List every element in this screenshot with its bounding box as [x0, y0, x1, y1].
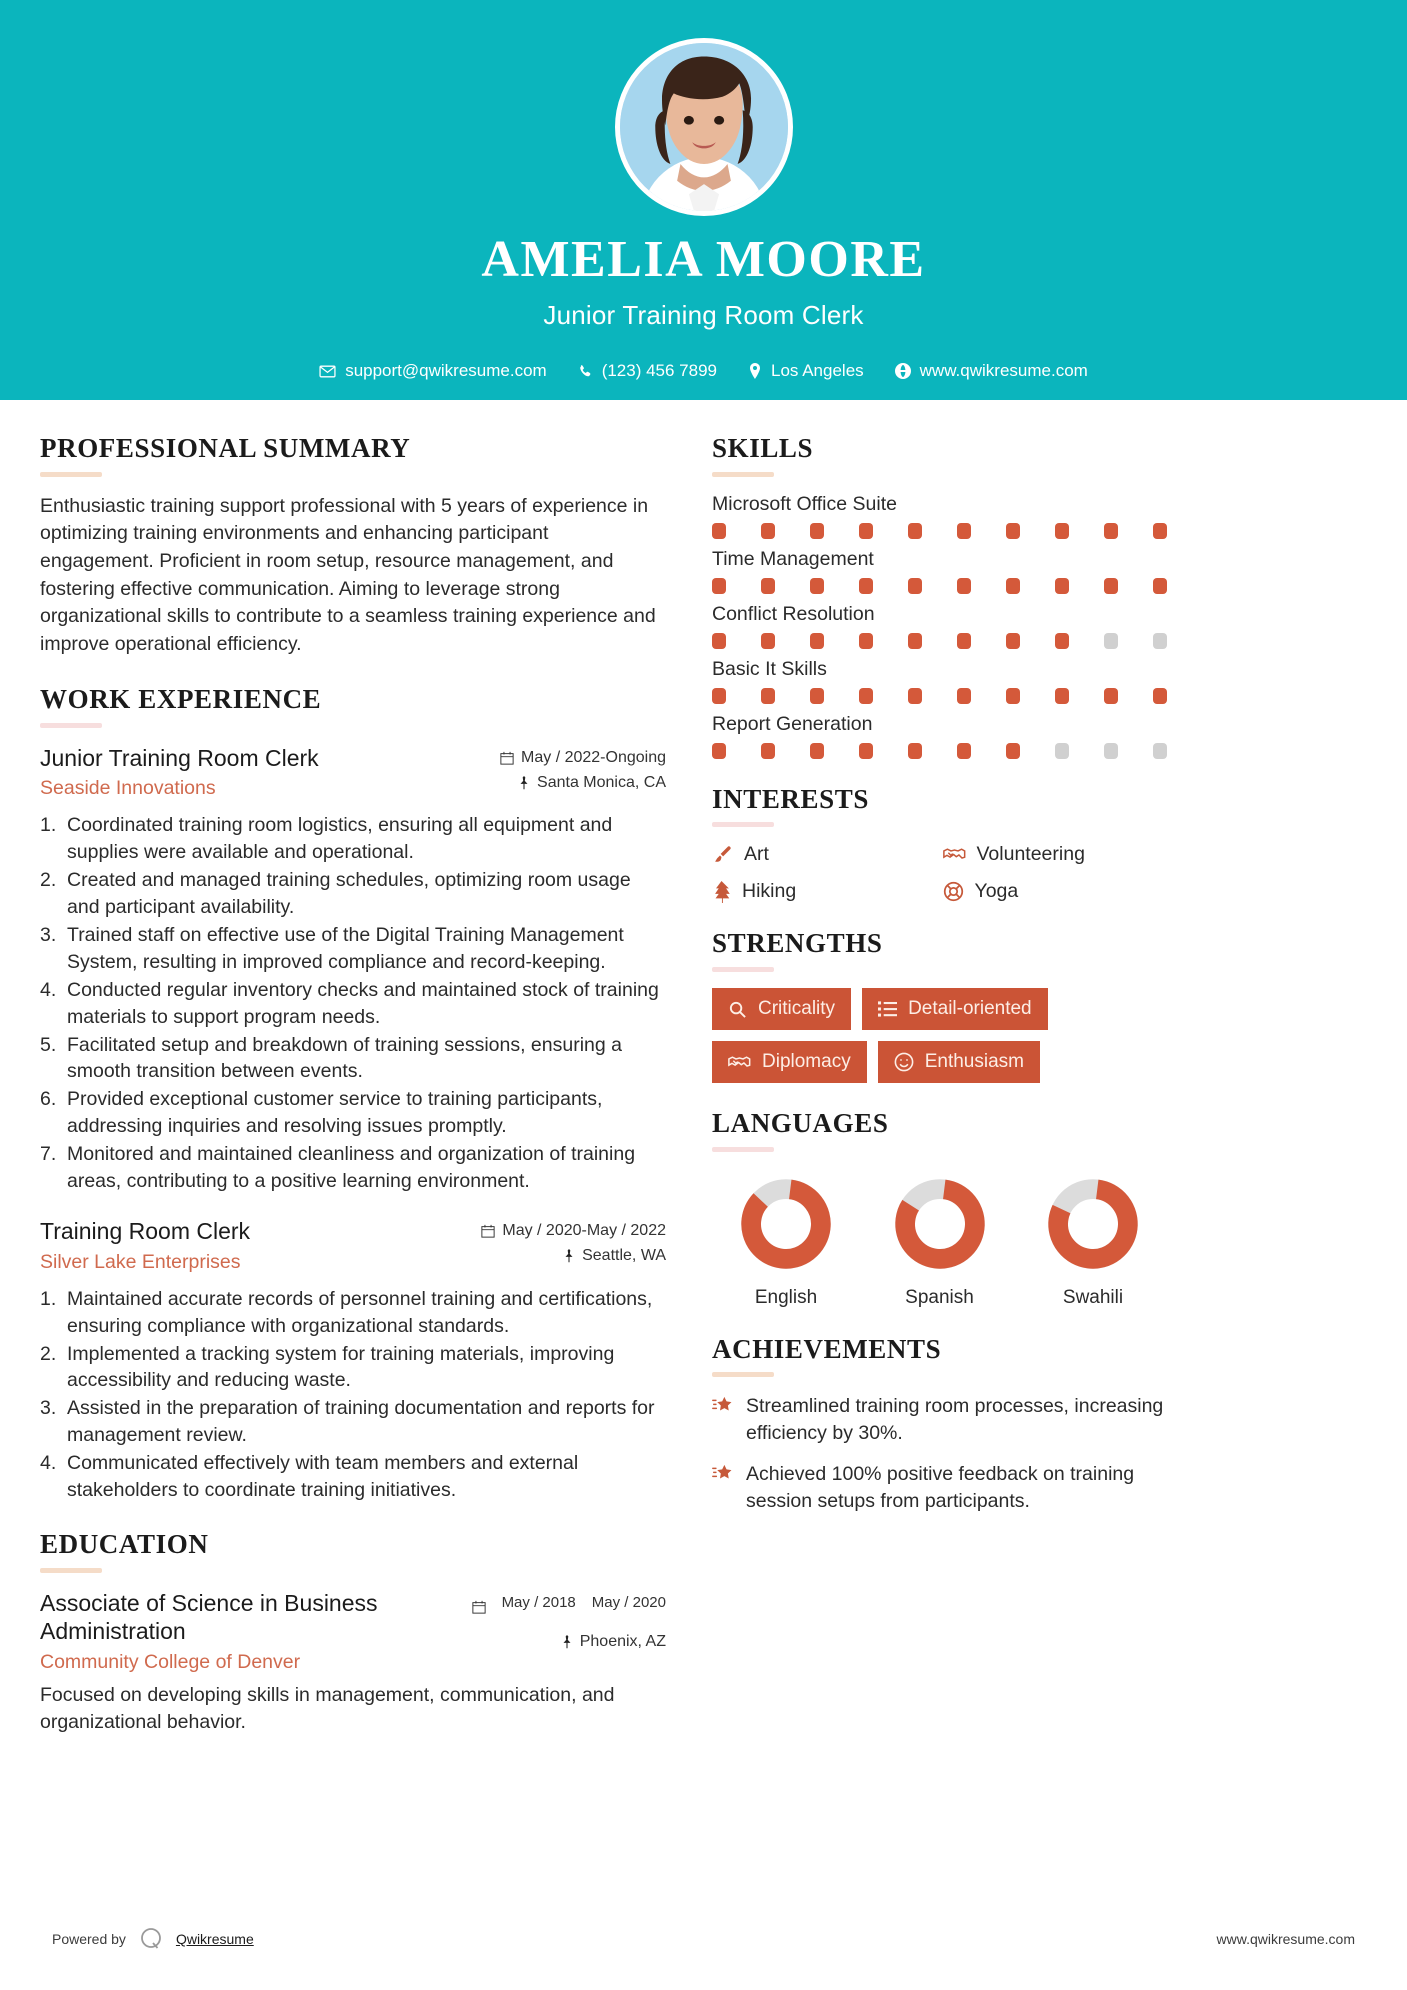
experience-entry — [40, 744, 666, 1195]
star-badge-icon — [712, 1393, 734, 1416]
left-column — [40, 434, 666, 1763]
section-work-experience — [40, 685, 666, 1504]
section-heading-experience: WORK EXPERIENCE — [40, 683, 322, 714]
skill-dot — [1153, 743, 1167, 759]
strength-badge-detail-oriented — [862, 988, 1048, 1030]
skill-dot — [1153, 688, 1167, 704]
right-column — [712, 434, 1167, 1763]
skill-dot — [712, 578, 726, 594]
skill-dot — [1153, 633, 1167, 649]
person-photo-icon — [620, 43, 788, 211]
section-rule — [712, 1147, 774, 1152]
section-heading-achievements: ACHIEVEMENTS — [712, 1333, 942, 1364]
footer-brand-link[interactable]: Qwikresume — [175, 1931, 254, 1947]
skill-item — [712, 548, 1167, 594]
list-icon — [878, 1000, 897, 1018]
skill-dot — [908, 523, 922, 539]
experience-location — [500, 774, 666, 792]
list-item: Conducted regular inventory checks and maintained stock of training materials to support program needs. — [67, 978, 659, 1028]
skill-item — [712, 603, 1167, 649]
star-badge-icon — [712, 1461, 734, 1484]
language-donut-chart — [740, 1178, 832, 1270]
education-description: Focused on developing skills in management, communication, and organizational behavior. — [40, 1684, 615, 1734]
interest-label: Volunteering — [976, 843, 1085, 866]
page-title: AMELIA MOORE — [481, 231, 926, 288]
skill-dot — [908, 743, 922, 759]
skill-dot — [957, 523, 971, 539]
language-item — [870, 1178, 1010, 1309]
skill-dot — [1104, 688, 1118, 704]
list-item: Maintained accurate records of personnel training and certifications, ensuring compliance with organizational standards. — [67, 1287, 653, 1337]
section-heading-skills: SKILLS — [712, 433, 814, 463]
skill-dot — [1055, 578, 1069, 594]
contact-location-value: Los Angeles — [771, 361, 864, 380]
list-item: Communicated effectively with team members and external stakeholders to coordinate training initiatives. — [67, 1452, 579, 1502]
contact-email-value: support@qwikresume.com — [345, 361, 547, 380]
footer-left — [52, 1926, 254, 1952]
contact-phone[interactable] — [578, 361, 717, 381]
skill-dot — [761, 578, 775, 594]
skill-dot — [908, 688, 922, 704]
experience-dates-value: May / 2020-May / 2022 — [502, 1221, 666, 1239]
list-item: Provided exceptional customer service to training participants, addressing inquiries and resolving issues promptly. — [67, 1088, 603, 1138]
section-heading-strengths: STRENGTHS — [712, 928, 883, 959]
experience-dates-value: May / 2022-Ongoing — [521, 748, 666, 766]
experience-entry-left — [40, 1217, 481, 1274]
skill-dot — [1055, 523, 1069, 539]
language-label: Spanish — [905, 1286, 974, 1308]
section-rule — [40, 1568, 102, 1573]
skill-rating — [712, 578, 1167, 594]
skill-label: Report Generation — [712, 712, 873, 735]
education-date-start: May / 2018 — [501, 1593, 576, 1611]
list-item: Monitored and maintained cleanliness and organization of training areas, contributing to a positive learning environment. — [67, 1143, 636, 1193]
list-item: Implemented a tracking system for training materials, improving accessibility and reducing waste. — [67, 1342, 615, 1392]
skill-dot — [1153, 523, 1167, 539]
job-title: Junior Training Room Clerk — [543, 300, 864, 330]
contact-website-value: www.qwikresume.com — [919, 361, 1088, 380]
list-item: Facilitated setup and breakdown of training sessions, ensuring a smooth transition between events. — [67, 1033, 622, 1083]
education-dates — [472, 1594, 666, 1620]
experience-bullets — [40, 1286, 666, 1504]
strength-badge-diplomacy — [712, 1041, 867, 1083]
strength-badge-enthusiasm — [878, 1041, 1040, 1083]
skill-rating — [712, 743, 1167, 759]
skill-dot — [1055, 688, 1069, 704]
experience-organization: Seaside Innovations — [40, 777, 216, 800]
skill-dot — [712, 743, 726, 759]
experience-location-value: Santa Monica, CA — [537, 773, 666, 791]
skill-dot — [957, 633, 971, 649]
strength-badge-criticality — [712, 988, 851, 1030]
skill-dot — [1104, 633, 1118, 649]
skill-dot — [810, 633, 824, 649]
pin-icon — [518, 776, 530, 790]
skill-rating — [712, 523, 1167, 539]
skill-dot — [1153, 578, 1167, 594]
life-ring-icon — [943, 881, 964, 902]
section-rule — [712, 967, 774, 972]
skill-dot — [1006, 523, 1020, 539]
skill-dot — [859, 578, 873, 594]
paint-brush-icon — [712, 844, 733, 865]
education-entry-left — [40, 1589, 472, 1675]
envelope-icon — [319, 363, 336, 380]
experience-entry-header — [40, 1217, 666, 1274]
education-degree: Associate of Science in Business Administration — [40, 1589, 378, 1645]
page-footer — [0, 1926, 1407, 1952]
skill-dot — [957, 688, 971, 704]
powered-by-label: Powered by — [52, 1931, 126, 1947]
resume-body — [0, 400, 1407, 1763]
phone-icon — [578, 364, 593, 379]
handshake-icon — [728, 1053, 751, 1072]
globe-icon — [895, 363, 911, 379]
avatar — [615, 38, 793, 216]
skill-dot — [1006, 633, 1020, 649]
experience-location-value: Seattle, WA — [582, 1246, 666, 1264]
section-rule — [40, 472, 102, 477]
skill-item — [712, 658, 1167, 704]
education-school: Community College of Denver — [40, 1651, 301, 1674]
experience-entry — [40, 1217, 666, 1504]
section-interests — [712, 785, 1167, 904]
experience-location — [481, 1247, 666, 1265]
calendar-icon — [500, 751, 514, 765]
achievement-text: Achieved 100% positive feedback on training session setups from participants. — [746, 1463, 1135, 1513]
section-rule — [712, 1372, 774, 1377]
experience-entry-meta — [481, 1217, 666, 1265]
skill-dot — [859, 688, 873, 704]
experience-role: Junior Training Room Clerk — [40, 744, 319, 771]
contact-location — [748, 361, 864, 381]
handshake-icon — [943, 844, 966, 865]
skill-label: Time Management — [712, 547, 874, 570]
experience-bullets — [40, 812, 666, 1195]
experience-dates — [500, 749, 666, 767]
summary-text: Enthusiastic training support professional with 5 years of experience in optimizing training environments and enhancing participant engagement. Proficient in room setup, resource management, and fostering effective communication. Aiming to leverage strong organizational skills to contribute to a seamless training experience and improve operational efficiency. — [40, 494, 656, 656]
skill-dot — [1104, 743, 1118, 759]
skill-dot — [1104, 523, 1118, 539]
section-heading-languages: LANGUAGES — [712, 1108, 889, 1139]
achievement-item — [712, 1393, 1167, 1447]
skill-dot — [1006, 688, 1020, 704]
education-location-value: Phoenix, AZ — [579, 1633, 666, 1651]
strengths-list — [712, 988, 1167, 1083]
skill-dot — [712, 688, 726, 704]
resume-header — [0, 0, 1407, 400]
interest-item — [712, 880, 937, 903]
calendar-icon — [472, 1594, 486, 1620]
interest-label: Yoga — [974, 880, 1019, 903]
languages-list — [712, 1168, 1167, 1309]
skill-dot — [712, 523, 726, 539]
section-achievements — [712, 1335, 1167, 1515]
skill-dot — [957, 743, 971, 759]
language-donut-chart — [1047, 1178, 1139, 1270]
education-entry — [40, 1589, 666, 1737]
skill-dot — [761, 633, 775, 649]
experience-entry-left — [40, 744, 500, 801]
skill-dot — [1055, 743, 1069, 759]
section-heading-interests: INTERESTS — [712, 783, 869, 814]
skill-dot — [810, 578, 824, 594]
experience-entry-header — [40, 744, 666, 801]
experience-dates — [481, 1222, 666, 1240]
skill-item — [712, 713, 1167, 759]
map-pin-icon — [748, 363, 762, 379]
strength-label: Criticality — [758, 998, 836, 1020]
skill-label: Basic It Skills — [712, 657, 827, 680]
list-item: Created and managed training schedules, optimizing room usage and participant availability. — [67, 869, 631, 918]
skill-dot — [712, 633, 726, 649]
section-heading-summary: PROFESSIONAL SUMMARY — [40, 433, 411, 463]
list-item: Assisted in the preparation of training documentation and reports for management review. — [67, 1397, 655, 1447]
interest-item — [712, 843, 937, 866]
education-date-end: May / 2020 — [591, 1593, 666, 1611]
smiley-icon — [894, 1052, 914, 1072]
language-item — [1023, 1178, 1163, 1309]
language-item — [716, 1178, 856, 1309]
section-education — [40, 1530, 666, 1737]
language-label: English — [754, 1286, 818, 1308]
education-entry-meta — [472, 1589, 666, 1652]
skill-dot — [1006, 743, 1020, 759]
education-entry-header — [40, 1589, 666, 1675]
contact-bar — [319, 361, 1088, 381]
section-rule — [40, 723, 102, 728]
experience-role: Training Room Clerk — [40, 1217, 251, 1244]
language-donut-chart — [894, 1178, 986, 1270]
section-professional-summary — [40, 434, 666, 659]
skill-dot — [761, 743, 775, 759]
section-languages — [712, 1109, 1167, 1309]
footer-website[interactable]: www.qwikresume.com — [1216, 1931, 1355, 1947]
skill-dot — [908, 633, 922, 649]
skills-list — [712, 493, 1167, 759]
contact-email[interactable] — [319, 361, 547, 381]
achievement-item — [712, 1461, 1167, 1515]
skill-rating — [712, 633, 1167, 649]
interests-grid — [712, 843, 1167, 903]
skill-label: Microsoft Office Suite — [712, 492, 897, 515]
pin-icon — [563, 1249, 575, 1263]
skill-item — [712, 493, 1167, 539]
skill-dot — [1104, 578, 1118, 594]
calendar-icon — [481, 1224, 495, 1238]
strength-label: Detail-oriented — [908, 998, 1032, 1020]
skill-dot — [810, 523, 824, 539]
skill-dot — [761, 523, 775, 539]
magnifier-icon — [728, 1000, 747, 1019]
skill-dot — [810, 688, 824, 704]
section-rule — [712, 822, 774, 827]
experience-organization: Silver Lake Enterprises — [40, 1250, 241, 1273]
achievement-text: Streamlined training room processes, increasing efficiency by 30%. — [746, 1395, 1164, 1445]
strength-label: Enthusiasm — [924, 1051, 1024, 1073]
skill-dot — [1055, 633, 1069, 649]
section-rule — [712, 472, 774, 477]
section-strengths — [712, 929, 1167, 1083]
list-item: Trained staff on effective use of the Digital Training Management System, resulting in improved compliance and record-keeping. — [67, 923, 624, 973]
skill-dot — [859, 633, 873, 649]
experience-entry-meta — [500, 744, 666, 792]
skill-dot — [810, 743, 824, 759]
language-label: Swahili — [1062, 1286, 1124, 1308]
skill-dot — [859, 743, 873, 759]
interest-label: Art — [744, 843, 769, 866]
interest-label: Hiking — [742, 880, 797, 903]
tree-icon — [712, 881, 731, 903]
qwikresume-logo-icon — [138, 1926, 164, 1952]
skill-dot — [957, 578, 971, 594]
section-skills — [712, 434, 1167, 759]
strength-label: Diplomacy — [762, 1051, 851, 1073]
contact-website[interactable] — [895, 361, 1088, 381]
list-item: Coordinated training room logistics, ensuring all equipment and supplies were available and operational. — [67, 814, 613, 864]
pin-icon — [561, 1635, 573, 1649]
interest-item — [943, 843, 1168, 866]
contact-phone-value: (123) 456 7899 — [601, 361, 718, 380]
skill-dot — [1006, 578, 1020, 594]
skill-dot — [859, 523, 873, 539]
skill-label: Conflict Resolution — [712, 602, 875, 625]
interest-item — [943, 880, 1168, 903]
skill-dot — [908, 578, 922, 594]
education-location — [472, 1633, 666, 1651]
section-heading-education: EDUCATION — [40, 1528, 209, 1559]
skill-rating — [712, 688, 1167, 704]
skill-dot — [761, 688, 775, 704]
